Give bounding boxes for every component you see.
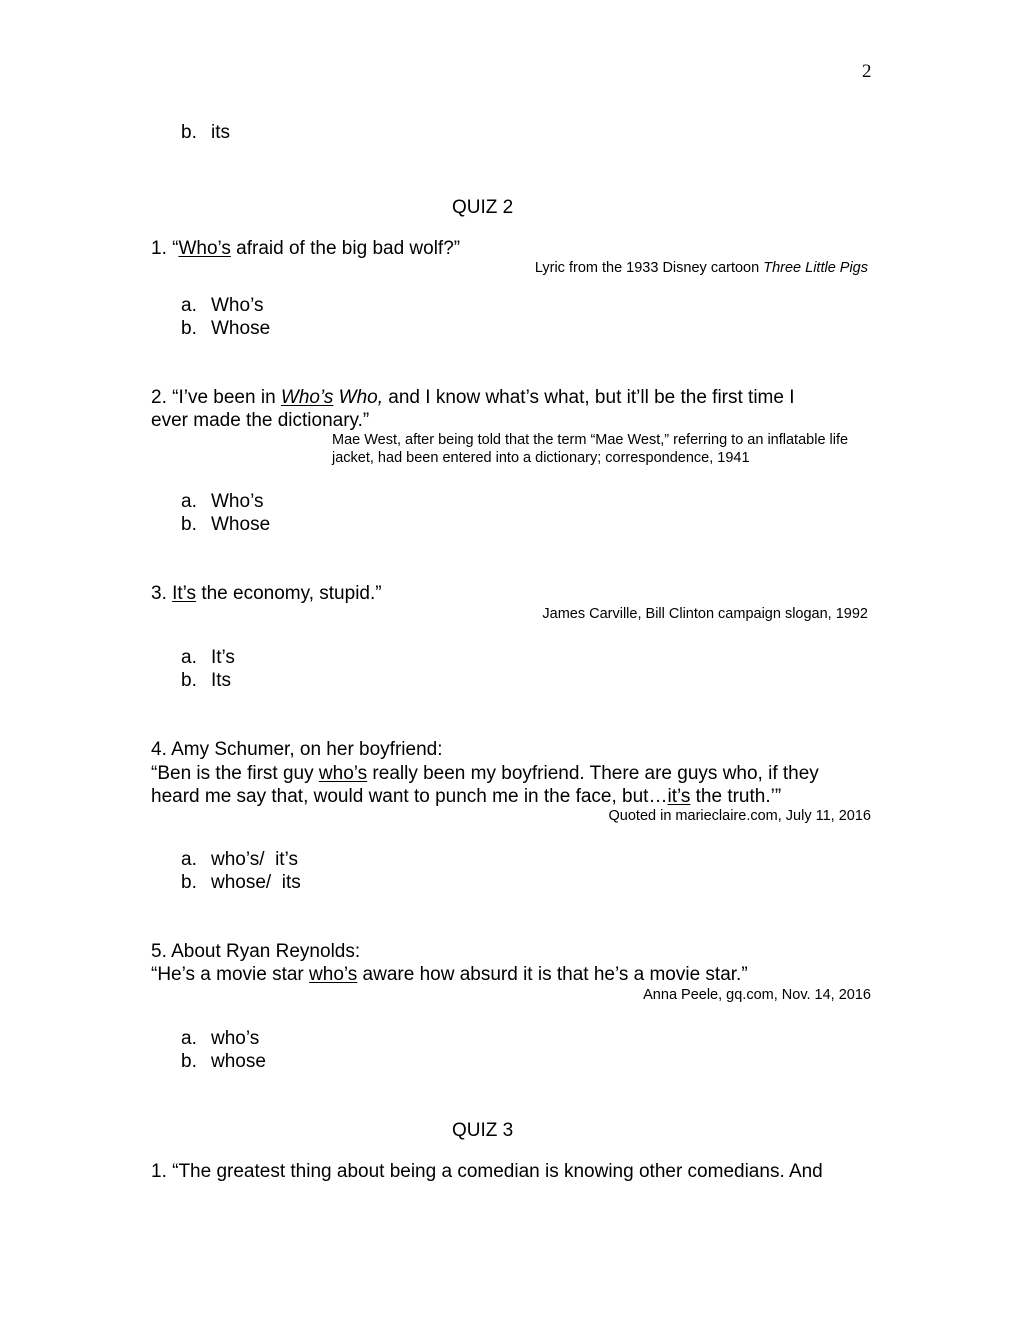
question-text: aware how absurd it is that he’s a movie star.”: [357, 964, 748, 985]
quiz-2-heading: QUIZ 2: [452, 197, 514, 218]
quiz2-question-5-line-1: 5. About Ryan Reynolds:: [151, 941, 361, 962]
question-text: 2. “I’ve been in: [151, 387, 281, 408]
source-title: Three Little Pigs: [763, 260, 868, 276]
quiz2-question-5-line-2: [151, 963, 748, 986]
question-text: heard me say that, would want to punch me in the face, but…: [151, 786, 668, 807]
option-letter: b.: [181, 872, 197, 893]
quiz2-q5-option-b: [181, 1050, 266, 1073]
quiz2-q5-source: Anna Peele, gq.com, Nov. 14, 2016: [643, 987, 871, 1003]
quiz2-q5-option-a: [181, 1027, 259, 1050]
option-letter: a.: [181, 849, 197, 870]
option-letter: a.: [181, 295, 197, 316]
quiz2-question-4-line-2: [151, 762, 819, 785]
underlined-word: it’s: [667, 786, 691, 807]
quiz2-q4-source: Quoted in marieclaire.com, July 11, 2016: [608, 808, 871, 824]
question-text: the truth.’”: [690, 786, 782, 807]
source-text: Lyric from the 1933 Disney cartoon: [534, 260, 764, 276]
quiz3-question-1-line-1: 1. “The greatest thing about being a comedian is knowing other comedians. And: [151, 1161, 823, 1182]
question-text: “He’s a movie star: [151, 964, 310, 985]
quiz2-q2-option-b: [181, 513, 270, 536]
quiz2-q4-option-b: [181, 871, 301, 894]
quiz2-q2-option-a: [181, 490, 263, 513]
quiz2-q3-option-b: [181, 669, 231, 692]
option-text: who’s: [211, 1028, 260, 1049]
quiz2-q2-source-line-1: Mae West, after being told that the term “Mae West,” referring to an inflatable life: [332, 432, 849, 448]
underlined-word: who’s: [309, 964, 358, 985]
page-number: 2: [862, 61, 872, 82]
option-text: Who’s: [211, 295, 264, 316]
quiz2-question-4-line-1: 4. Amy Schumer, on her boyfriend:: [151, 739, 443, 760]
option-text: whose: [211, 1051, 266, 1072]
question-text: afraid of the big bad wolf?”: [230, 238, 461, 259]
question-text: “Ben is the first guy: [151, 763, 319, 784]
quiz2-q4-option-a: [181, 848, 298, 871]
option-text: who’s/ it’s: [211, 849, 298, 870]
option-text: Whose: [211, 514, 271, 535]
option-text: Who’s: [211, 491, 264, 512]
underlined-word: Who’s: [280, 387, 334, 408]
quiz2-q1-option-a: [181, 294, 263, 317]
quiz2-q1-source: [535, 260, 868, 277]
quiz2-question-2-line-2: ever made the dictionary.”: [151, 410, 370, 431]
option-letter: a.: [181, 491, 197, 512]
option-text: its: [211, 122, 230, 143]
question-number: 1. “: [151, 238, 179, 259]
option-letter: b.: [181, 514, 197, 535]
quiz2-question-1: [151, 237, 460, 260]
quiz-3-heading: QUIZ 3: [452, 1120, 514, 1141]
quiz2-q3-source: James Carville, Bill Clinton campaign slogan, 1992: [542, 606, 868, 622]
option-text: Its: [211, 670, 232, 691]
option-letter: b.: [181, 318, 197, 339]
question-text: and I know what’s what, but it’ll be the first time I: [383, 387, 795, 408]
underlined-word: It’s: [172, 583, 197, 604]
question-text: the economy, stupid.”: [196, 583, 382, 604]
option-letter: b.: [181, 670, 197, 691]
quiz2-q3-option-a: [181, 646, 235, 669]
option-text: Whose: [211, 318, 271, 339]
option-text: whose/ its: [211, 872, 301, 893]
italic-word: Who,: [333, 387, 383, 408]
option-letter: b.: [181, 1051, 197, 1072]
quiz2-question-3: [151, 582, 382, 605]
underlined-word: Who’s: [178, 238, 231, 259]
option-letter: a.: [181, 1028, 197, 1049]
option-letter: b.: [181, 122, 197, 143]
option-letter: a.: [181, 647, 197, 668]
question-text: really been my boyfriend. There are guys who, if they: [367, 763, 819, 784]
quiz2-q1-option-b: [181, 317, 270, 340]
option-text: It’s: [211, 647, 235, 668]
underlined-word: who’s: [318, 763, 368, 784]
option-b-carryover: [181, 121, 230, 144]
quiz2-q2-source-line-2: jacket, had been entered into a dictionary; correspondence, 1941: [332, 450, 750, 466]
quiz2-question-2-line-1: [151, 386, 795, 409]
question-number: 3.: [151, 583, 173, 604]
quiz2-question-4-line-3: [151, 785, 781, 808]
